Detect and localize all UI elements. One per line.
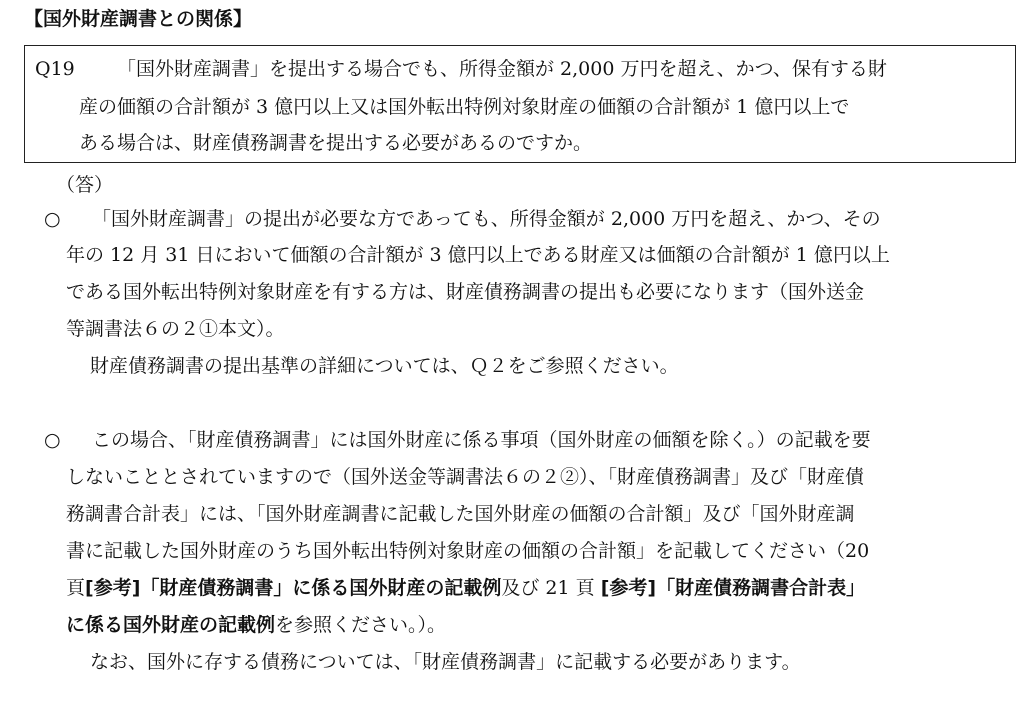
answer2-line-6 <box>66 610 446 640</box>
answer2-line-5 <box>66 573 865 603</box>
question-box <box>24 45 1016 163</box>
answer2-note: なお、国外に存する債務については、「財産債務調書」に記載する必要があります。 <box>90 651 801 673</box>
answer-label: （答） <box>56 174 114 196</box>
bullet-2: ○ <box>44 429 61 451</box>
answer1-note: 財産債務調書の提出基準の詳細については、Ｑ２をご参照ください。 <box>90 355 679 377</box>
question-line-2: 産の価額の合計額が 3 億円以上又は国外転出特例対象財産の価額の合計額が 1 億円以上で <box>79 96 850 118</box>
question-line-3: ある場合は、財産債務調書を提出する必要があるのですか。 <box>79 132 593 154</box>
page-ref-mid: 及び 21 頁 <box>501 577 595 599</box>
answer2-line-6-tail: を参照ください。）。 <box>275 614 447 636</box>
answer1-line-3: である国外転出特例対象財産を有する方は、財産債務調書の提出も必要になります（国外送金 <box>66 281 865 303</box>
answer2-line-2: しないこととされていますので（国外送金等調書法６の２②）、「財産債務調書」及び「財産債 <box>66 466 865 488</box>
answer1-line-4: 等調書法６の２①本文）。 <box>66 318 285 340</box>
answer2-line-3: 務調書合計表」には、「国外財産調書に記載した国外財産の価額の合計額」及び「国外財産調 <box>66 503 855 525</box>
reference-bold-1: [参考]「財産債務調書」に係る国外財産の記載例 <box>85 577 502 599</box>
answer2-line-4: 書に記載した国外財産のうち国外転出特例対象財産の価額の合計額」を記載してください（20 <box>66 540 870 562</box>
question-number: Q19 <box>35 58 75 80</box>
question-line-1: 「国外財産調書」を提出する場合でも、所得金額が 2,000 万円を超え、かつ、保有する財 <box>117 58 887 80</box>
bullet-1: ○ <box>44 208 61 230</box>
answer2-line-1: この場合、「財産債務調書」には国外財産に係る事項（国外財産の価額を除く。）の記載を要 <box>92 429 871 451</box>
reference-bold-2: [参考]「財産債務調書合計表」 <box>600 577 866 599</box>
page-ref-prefix: 頁 <box>66 577 86 599</box>
section-heading: 【国外財産調書との関係】 <box>24 8 253 30</box>
reference-bold-3: に係る国外財産の記載例 <box>66 614 276 636</box>
answer1-line-1: 「国外財産調書」の提出が必要な方であっても、所得金額が 2,000 万円を超え、かつ、その <box>92 208 881 230</box>
answer1-line-2: 年の 12 月 31 日において価額の合計額が 3 億円以上である財産又は価額の合計額が 1 億円以上 <box>66 244 890 266</box>
